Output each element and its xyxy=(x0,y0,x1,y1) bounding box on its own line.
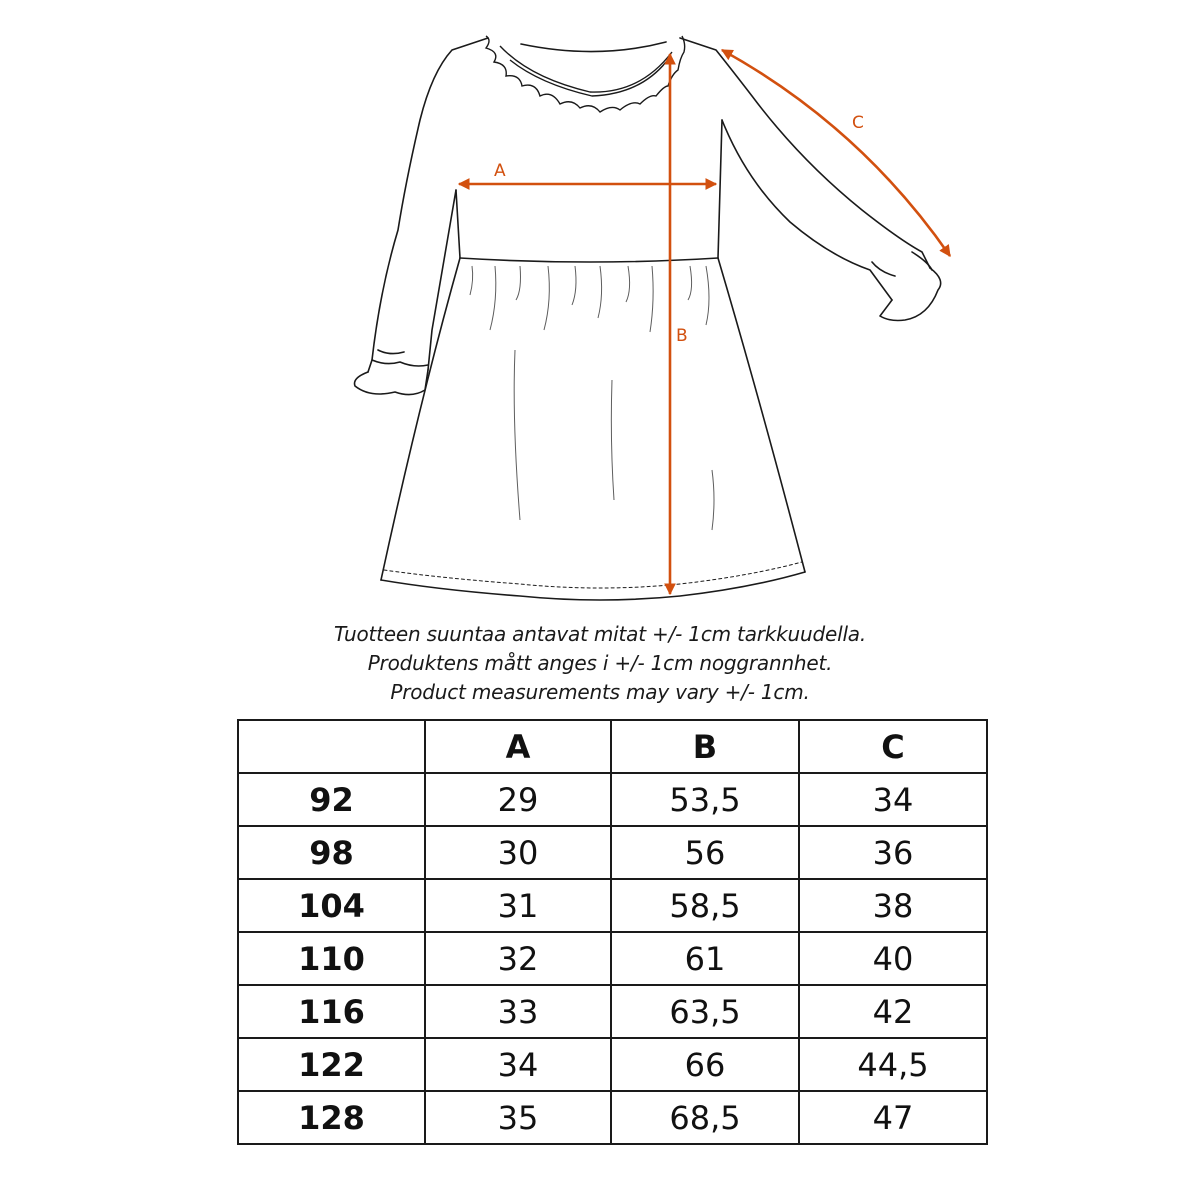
dimension-b xyxy=(670,54,688,594)
header-a: A xyxy=(425,720,611,773)
value-c: 40 xyxy=(799,932,987,985)
value-a: 30 xyxy=(425,826,611,879)
size-cell: 128 xyxy=(238,1091,425,1144)
table-row xyxy=(238,932,987,985)
value-c: 38 xyxy=(799,879,987,932)
value-a: 31 xyxy=(425,879,611,932)
value-b: 61 xyxy=(611,932,799,985)
table-row xyxy=(238,1091,987,1144)
table-row xyxy=(238,879,987,932)
note-swedish: Produktens mått anges i +/- 1cm noggrannhet. xyxy=(367,651,833,675)
value-c: 36 xyxy=(799,826,987,879)
table-row xyxy=(238,773,987,826)
table-row xyxy=(238,985,987,1038)
value-b: 56 xyxy=(611,826,799,879)
dimension-c-label: C xyxy=(852,113,864,133)
size-cell: 98 xyxy=(238,826,425,879)
header-c: C xyxy=(799,720,987,773)
value-c: 47 xyxy=(799,1091,987,1144)
value-a: 35 xyxy=(425,1091,611,1144)
table-header-row xyxy=(238,720,987,773)
value-b: 63,5 xyxy=(611,985,799,1038)
size-cell: 92 xyxy=(238,773,425,826)
size-cell: 110 xyxy=(238,932,425,985)
value-b: 58,5 xyxy=(611,879,799,932)
table-row xyxy=(238,1038,987,1091)
measurement-notes xyxy=(0,620,1200,707)
value-a: 32 xyxy=(425,932,611,985)
value-c: 44,5 xyxy=(799,1038,987,1091)
value-c: 42 xyxy=(799,985,987,1038)
dimension-c xyxy=(722,50,950,256)
skirt-gathers xyxy=(470,266,714,530)
dimension-a-label: A xyxy=(494,161,506,181)
table-row xyxy=(238,826,987,879)
value-a: 34 xyxy=(425,1038,611,1091)
note-finnish: Tuotteen suuntaa antavat mitat +/- 1cm tarkkuudella. xyxy=(333,622,867,646)
size-chart-table xyxy=(237,719,988,1145)
value-b: 68,5 xyxy=(611,1091,799,1144)
size-cell: 122 xyxy=(238,1038,425,1091)
value-b: 53,5 xyxy=(611,773,799,826)
size-cell: 104 xyxy=(238,879,425,932)
collar-ruffle xyxy=(486,36,685,112)
header-b: B xyxy=(611,720,799,773)
header-size xyxy=(238,720,425,773)
dimension-b-label: B xyxy=(676,326,688,346)
value-b: 66 xyxy=(611,1038,799,1091)
size-cell: 116 xyxy=(238,985,425,1038)
value-a: 33 xyxy=(425,985,611,1038)
dimension-a xyxy=(459,161,716,184)
value-a: 29 xyxy=(425,773,611,826)
value-c: 34 xyxy=(799,773,987,826)
note-english: Product measurements may vary +/- 1cm. xyxy=(390,680,810,704)
